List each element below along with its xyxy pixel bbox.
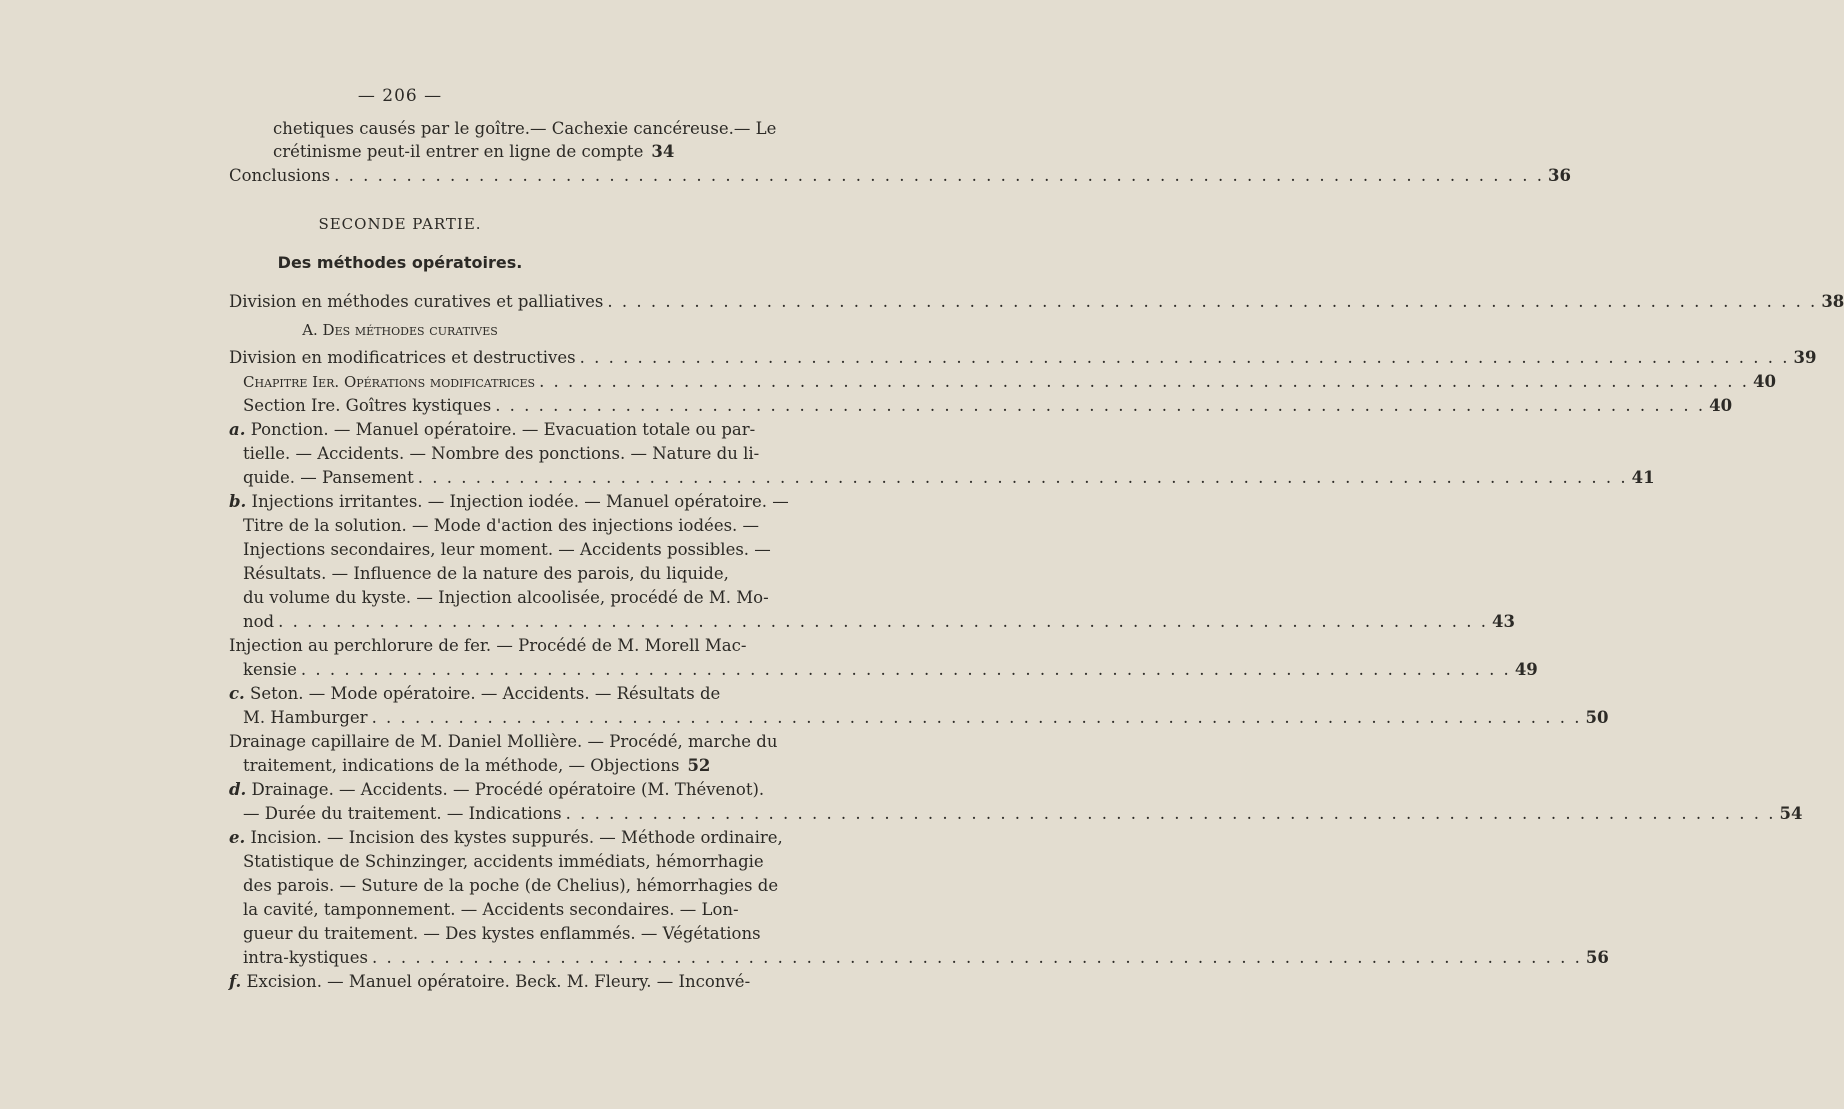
toc-text: la cavité, tamponnement. — Accidents secondaires. — Lon-	[243, 900, 739, 919]
toc-page: 39	[1793, 348, 1817, 367]
toc-page: 40	[1752, 372, 1776, 391]
toc-entry	[273, 140, 673, 164]
toc-text: traitement, indications de la méthode, — Objections	[243, 756, 680, 775]
toc-entry	[243, 394, 1733, 418]
toc-text: M. Hamburger	[243, 708, 368, 727]
toc-line	[229, 730, 778, 754]
part-title: SECONDE PARTIE.	[318, 215, 482, 233]
toc-page: 36	[1548, 166, 1571, 185]
toc-line	[229, 778, 765, 802]
dot-leader	[495, 394, 1705, 418]
toc-text: Chapitre Ier. Opérations modificatrices	[243, 373, 536, 391]
toc-line	[229, 826, 783, 850]
toc-page: 38	[1821, 292, 1844, 311]
toc-line	[229, 418, 756, 442]
toc-text: Division en modificatrices et destructives	[229, 348, 576, 367]
toc-line	[243, 514, 760, 538]
toc-text: Ponction. — Manuel opératoire. — Evacuation totale ou par-	[250, 420, 756, 439]
toc-line	[243, 922, 761, 946]
dot-leader	[278, 610, 1488, 634]
toc-text: Division en méthodes curatives et palliatives	[229, 292, 604, 311]
toc-page: 52	[687, 756, 711, 775]
toc-line	[229, 634, 747, 658]
dot-leader	[539, 370, 1749, 394]
toc-entry	[243, 658, 1538, 682]
toc-text: intra-kystiques	[243, 948, 368, 967]
toc-text: kensie	[243, 660, 297, 679]
toc-line	[243, 898, 739, 922]
toc-page: 56	[1585, 948, 1609, 967]
toc-text: Injections secondaires, leur moment. — Accidents possibles. —	[243, 540, 771, 559]
toc-text: Seton. — Mode opératoire. — Accidents. — Résultats de	[250, 684, 721, 703]
item-label: c.	[229, 684, 245, 703]
toc-text: gueur du traitement. — Des kystes enflammés. — Végétations	[243, 924, 761, 943]
toc-entry	[243, 706, 1609, 730]
dot-leader	[418, 466, 1628, 490]
toc-line	[229, 970, 751, 994]
toc-entry	[229, 290, 1844, 314]
dot-leader	[566, 802, 1776, 826]
toc-text: — Durée du traitement. — Indications	[243, 804, 562, 823]
toc-text: des parois. — Suture de la poche (de Chelius), hémorrhagies de	[243, 876, 779, 895]
toc-text: nod	[243, 612, 275, 631]
toc-page: 41	[1631, 468, 1655, 487]
section-title: A. Des méthodes curatives	[302, 321, 498, 339]
toc-page: 50	[1585, 708, 1609, 727]
toc-line	[243, 538, 771, 562]
toc-text: Drainage capillaire de M. Daniel Mollière. — Procédé, marche du	[229, 732, 778, 751]
page-number: — 206 —	[357, 86, 443, 106]
toc-entry	[229, 346, 1817, 370]
toc-line	[243, 850, 764, 874]
item-label: e.	[229, 828, 246, 847]
dot-leader	[607, 290, 1817, 314]
toc-page: 54	[1779, 804, 1803, 823]
item-label: b.	[229, 492, 247, 511]
toc-entry	[243, 946, 1609, 970]
toc-line	[229, 490, 789, 514]
item-label: d.	[229, 780, 247, 799]
toc-text: Conclusions	[229, 166, 331, 185]
toc-text: Excision. — Manuel opératoire. Beck. M. Fleury. — Inconvé-	[246, 972, 751, 991]
toc-entry	[243, 754, 711, 778]
toc-line	[243, 442, 760, 466]
toc-entry	[243, 802, 1803, 826]
dot-leader	[372, 946, 1582, 970]
toc-entry	[243, 610, 1515, 634]
toc-text: Section Ire. Goîtres kystiques	[243, 396, 492, 415]
toc-page: 49	[1514, 660, 1538, 679]
dot-leader	[372, 706, 1582, 730]
toc-page: 40	[1709, 396, 1733, 415]
toc-text: du volume du kyste. — Injection alcoolisée, procédé de M. Mo-	[243, 588, 769, 607]
toc-text: Statistique de Schinzinger, accidents immédiats, hémorrhagie	[243, 852, 764, 871]
toc-text: Injections irritantes. — Injection iodée. — Manuel opératoire. —	[251, 492, 789, 511]
toc-line	[243, 874, 779, 898]
toc-entry	[243, 466, 1655, 490]
toc-text: Injection au perchlorure de fer. — Procédé de M. Morell Mac-	[229, 636, 747, 655]
dot-leader	[334, 164, 1544, 188]
toc-text: crétinisme peut-il entrer en ligne de compte	[273, 142, 644, 161]
toc-text: quide. — Pansement	[243, 468, 414, 487]
toc-page: 43	[1492, 612, 1515, 631]
item-label: f.	[229, 972, 242, 991]
toc-text: Drainage. — Accidents. — Procédé opératoire (M. Thévenot).	[251, 780, 765, 799]
toc-line	[229, 682, 721, 706]
part-subtitle: Des méthodes opératoires.	[277, 253, 523, 272]
toc-text: Titre de la solution. — Mode d'action des injections iodées. —	[243, 516, 760, 535]
toc-page: 34	[651, 142, 675, 161]
item-label: a.	[229, 420, 246, 439]
toc-line	[243, 562, 729, 586]
toc-entry	[243, 370, 1776, 394]
toc-entry	[229, 164, 1571, 188]
toc-text: chetiques causés par le goître.— Cachexie cancéreuse.— Le	[273, 119, 777, 138]
dot-leader	[301, 658, 1511, 682]
toc-text: Résultats. — Influence de la nature des parois, du liquide,	[243, 564, 729, 583]
toc-line	[243, 586, 769, 610]
toc-line	[273, 117, 777, 141]
dot-leader	[580, 346, 1790, 370]
toc-text: Incision. — Incision des kystes suppurés. — Méthode ordinaire,	[250, 828, 783, 847]
toc-text: tielle. — Accidents. — Nombre des ponctions. — Nature du li-	[243, 444, 760, 463]
